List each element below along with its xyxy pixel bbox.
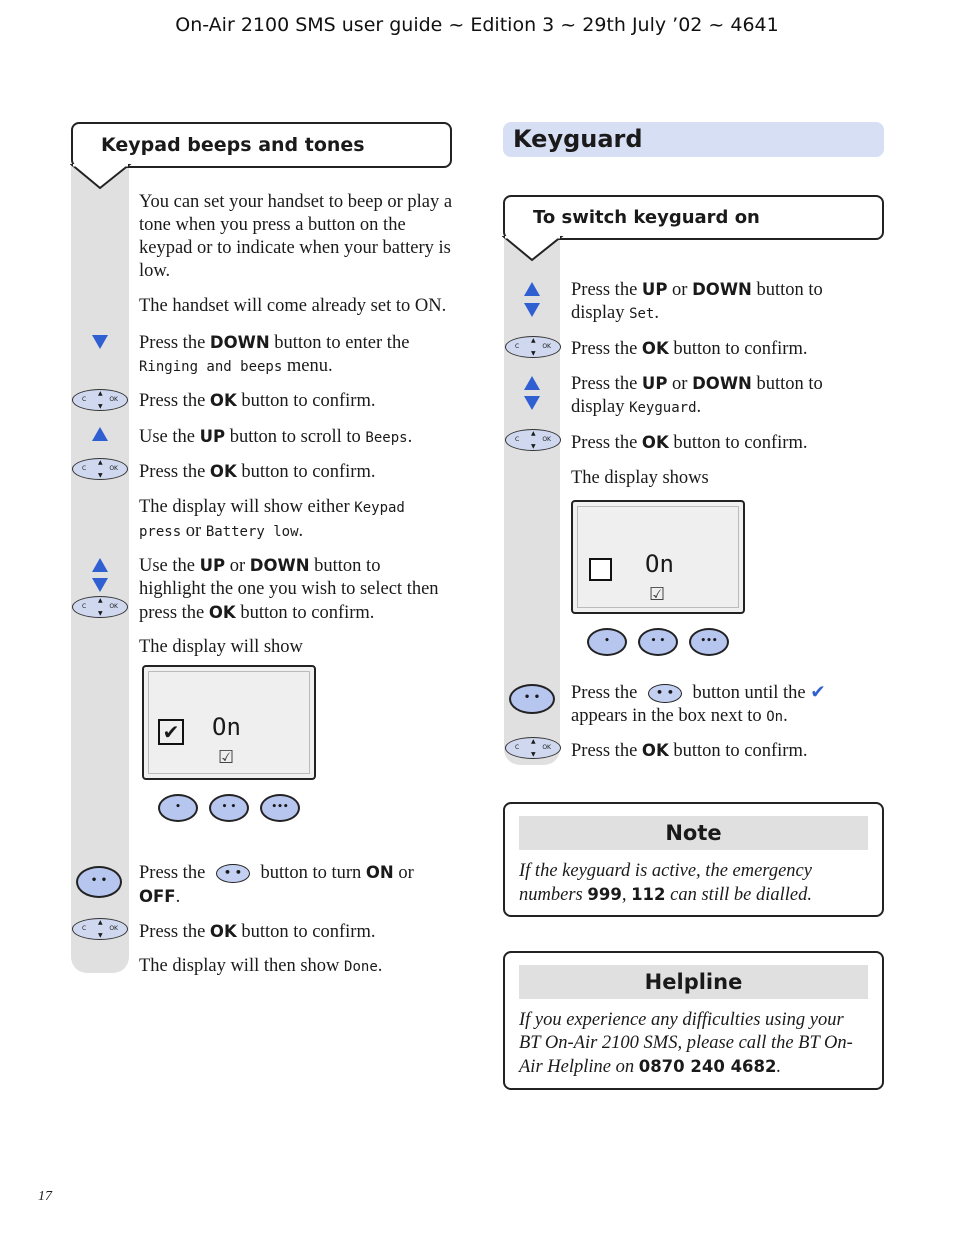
step-up-scroll-beeps: Use the UP button to scroll to Beeps.	[139, 427, 413, 447]
softkey-icon: • •	[509, 684, 555, 714]
softkey-1-button[interactable]: •	[158, 794, 198, 822]
title-tail	[70, 164, 132, 190]
helpline-panel	[503, 951, 884, 1090]
step-display-set: Press the UP or DOWN button to display Set.	[571, 280, 823, 323]
lcd-small-check-icon: ☑	[649, 584, 666, 605]
ok-key-icon: C ▲ ▼ OK	[72, 918, 128, 940]
keypad-beeps-title-box	[71, 122, 452, 168]
display-then-show: The display will then show Done.	[139, 956, 383, 976]
up-arrow-icon	[92, 558, 108, 572]
down-arrow-icon	[92, 578, 108, 592]
step-display-keyguard: Press the UP or DOWN button to display Keyguard.	[571, 374, 823, 417]
softkey-1-button[interactable]: •	[587, 628, 627, 656]
section-title: Keypad beeps and tones	[101, 134, 365, 156]
step-down-enter-menu: Press the DOWN button to enter the Ringing and beeps menu.	[139, 333, 410, 376]
softkey-inline-icon: • •	[216, 864, 250, 883]
note-text: If the keyguard is active, the emergency numbers 999, 112 can still be dialled.	[519, 861, 812, 905]
step-press-until-check: Press the • • button until the ✔ appears in the box next to On.	[571, 682, 826, 726]
keyguard-heading: Keyguard	[503, 122, 884, 157]
ok-key-icon: C ▲ ▼ OK	[72, 458, 128, 480]
display-will-show: The display will show	[139, 637, 303, 657]
step-ok-confirm-2: Press the OK button to confirm.	[139, 462, 376, 482]
lcd-on-text: On	[212, 713, 241, 741]
up-arrow-icon	[524, 376, 540, 390]
softkey-3-button[interactable]: •••	[260, 794, 300, 822]
handset-display	[571, 500, 745, 614]
down-arrow-icon	[524, 303, 540, 317]
ok-key-icon: C ▲ ▼ OK	[72, 596, 128, 618]
check-box-icon: ✔	[158, 719, 184, 745]
ok-key-icon: C ▲ ▼ OK	[72, 389, 128, 411]
up-arrow-icon	[524, 282, 540, 296]
page-header: On-Air 2100 SMS user guide ~ Edition 3 ~ 29th July ’02 ~ 4641	[175, 14, 779, 36]
softkey-2-button[interactable]: • •	[638, 628, 678, 656]
check-mark-icon: ✔	[810, 682, 826, 703]
switch-keyguard-title-box	[503, 195, 884, 240]
down-arrow-icon	[92, 335, 108, 349]
note-title: Note	[519, 816, 868, 850]
display-shows: The display shows	[571, 468, 709, 488]
display-show-either: The display will show either Keypad press or Battery low.	[139, 497, 405, 541]
down-arrow-icon	[524, 396, 540, 410]
lcd-small-check-icon: ☑	[218, 747, 235, 768]
softkey-2-button[interactable]: • •	[209, 794, 249, 822]
step-highlight-select: Use the UP or DOWN button to highlight the one you wish to select then press the OK button to confirm.	[139, 556, 439, 623]
ok-key-icon: C ▲ ▼ OK	[505, 737, 561, 759]
preset-text: The handset will come already set to ON.	[139, 296, 447, 316]
handset-display	[142, 665, 316, 780]
step-ok-confirm-1: Press the OK button to confirm.	[139, 391, 376, 411]
step-ok-confirm-r1: Press the OK button to confirm.	[571, 339, 808, 359]
softkey-inline-icon: • •	[648, 684, 682, 703]
helpline-text: If you experience any difficulties using your BT On-Air 2100 SMS, please call the BT On-Air Helpline on 0870 240 4682.	[519, 1010, 853, 1077]
title-tail	[502, 236, 564, 262]
page-number: 17	[38, 1189, 52, 1204]
up-arrow-icon	[92, 427, 108, 441]
empty-checkbox-icon	[589, 558, 612, 581]
step-toggle-on-off: Press the • • button to turn ON or OFF.	[139, 863, 414, 907]
softkey-3-button[interactable]: •••	[689, 628, 729, 656]
helpline-title: Helpline	[519, 965, 868, 999]
subsection-title: To switch keyguard on	[533, 207, 760, 228]
ok-key-icon: C ▲ ▼ OK	[505, 429, 561, 451]
step-ok-confirm-r3: Press the OK button to confirm.	[571, 741, 808, 761]
note-panel	[503, 802, 884, 917]
lcd-on-text: On	[645, 550, 674, 578]
step-ok-confirm-r2: Press the OK button to confirm.	[571, 433, 808, 453]
ok-key-icon: C ▲ ▼ OK	[505, 336, 561, 358]
intro-text: You can set your handset to beep or play a tone when you press a button on the keypad or to indicate when your battery is low.	[139, 192, 453, 281]
step-ok-confirm-3: Press the OK button to confirm.	[139, 922, 376, 942]
softkey-icon: • •	[76, 866, 122, 898]
